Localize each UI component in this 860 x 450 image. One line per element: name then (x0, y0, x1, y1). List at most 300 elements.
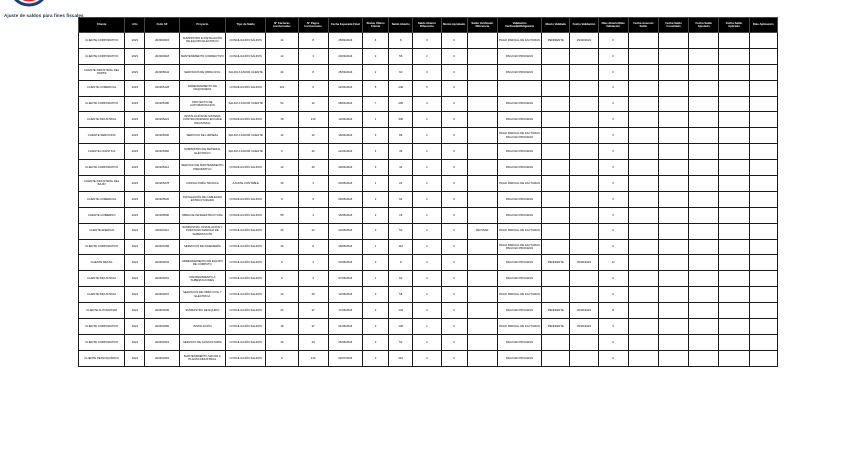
table-cell: 05/06/2024 (570, 255, 598, 271)
table-cell (658, 319, 688, 335)
table-cell: 29/04/2024 (328, 160, 362, 176)
table-cell: 2 (362, 64, 388, 80)
table-cell (542, 80, 570, 96)
table-cell: 8 (389, 255, 413, 271)
table-cell (719, 303, 749, 319)
table-cell (542, 239, 570, 255)
table-cell: ARRENDAMIENTO DE EQUIPO DE CÓMPUTO (179, 255, 225, 271)
table-cell (749, 33, 777, 49)
table-cell: 07/06/2024 (328, 271, 362, 287)
table-cell: 42 (389, 160, 413, 176)
table-cell: MANTENIMIENTO MAYOR A PLANTA INDUSTRIAL (179, 350, 225, 366)
table-cell: 2023 (125, 33, 145, 49)
table-cell: SUMINISTRO DE MATERIAL ELÉCTRICO (179, 144, 225, 160)
table-cell (628, 334, 658, 350)
table-cell: CLIENTE INDUSTRIAL (79, 287, 125, 303)
table-cell: SERVICIO DE CONSULTORÍA (179, 334, 225, 350)
table-cell (749, 271, 777, 287)
table-cell: 60 (389, 64, 413, 80)
column-header: Status Último Cliente (362, 18, 388, 33)
table-cell: 2024 (125, 334, 145, 350)
table-cell (689, 191, 719, 207)
table-cell (658, 303, 688, 319)
table-cell (467, 191, 497, 207)
table-cell: 8 (298, 33, 328, 49)
table-cell (570, 160, 598, 176)
table-cell: CLIENTE GOBIERNO (79, 207, 125, 223)
table-cell (658, 160, 688, 176)
table-cell: 210 (298, 350, 328, 366)
table-cell: 106 (389, 319, 413, 335)
table-cell: 6 (266, 144, 298, 160)
table-cell (467, 160, 497, 176)
table-cell (628, 33, 658, 49)
table-cell (467, 128, 497, 144)
table-cell: 86 (389, 128, 413, 144)
table-cell: 2 (413, 176, 441, 192)
table-cell (467, 96, 497, 112)
table-cell: CONCILIACIÓN SALDOS (226, 303, 266, 319)
table-cell (570, 112, 598, 128)
table-cell (749, 287, 777, 303)
table-cell (467, 80, 497, 96)
table-cell (689, 303, 719, 319)
table-cell: CLIENTE SERVICIOS (79, 128, 125, 144)
table-cell (628, 160, 658, 176)
table-row (79, 48, 778, 64)
table-cell: 0 (441, 255, 467, 271)
table-cell: 202400336 (145, 303, 179, 319)
table-cell (628, 80, 658, 96)
table-cell: 18 (266, 319, 298, 335)
table-cell: 22 (298, 223, 328, 239)
table-cell: 2024 (125, 271, 145, 287)
table-cell (467, 287, 497, 303)
table-cell: 2024 (125, 255, 145, 271)
table-cell (570, 64, 598, 80)
table-cell (689, 33, 719, 49)
table-cell (628, 96, 658, 112)
table-cell: 0 (598, 223, 628, 239)
table-cell: SALDO A FAVOR CLIENTE (226, 96, 266, 112)
table-cell: 12/06/2024 (328, 287, 362, 303)
table-cell: 8 (266, 191, 298, 207)
table-cell: CLIENTE CORPORATIVO (79, 33, 125, 49)
table-cell: CONCILIACIÓN SALDOS (226, 319, 266, 335)
table-cell (628, 207, 658, 223)
table-cell (467, 319, 497, 335)
column-header: Año (125, 18, 145, 33)
table-cell: PENDIENTE (542, 303, 570, 319)
table-cell (570, 191, 598, 207)
table-cell: 0 (441, 334, 467, 350)
table-cell: 2024 (125, 350, 145, 366)
table-cell: PAGO EN PROCESO (497, 334, 541, 350)
table-cell: SALDO A FAVOR CLIENTE (226, 64, 266, 80)
table-row (79, 128, 778, 144)
table-cell: 8 (389, 33, 413, 49)
table-cell (570, 144, 598, 160)
table-cell: 8 (266, 271, 298, 287)
table-cell: 2023 (125, 176, 145, 192)
table-row (79, 144, 778, 160)
table-cell: 12 (298, 128, 328, 144)
table-cell (719, 207, 749, 223)
table-cell (749, 176, 777, 192)
column-header: Saldo Verificado Diferencia (467, 18, 497, 33)
table-cell: 0 (598, 80, 628, 96)
page-subtitle: Ajuste de saldos para fines fiscales (4, 13, 84, 18)
table-cell: PAGO EN PROCESO (497, 48, 541, 64)
table-cell: 3 (362, 350, 388, 366)
table-cell (628, 271, 658, 287)
table-cell: 2 (413, 48, 441, 64)
table-cell: 25/06/2024 (570, 319, 598, 335)
table-cell (658, 128, 688, 144)
table-cell (542, 160, 570, 176)
table-cell (749, 48, 777, 64)
table-cell (658, 334, 688, 350)
table-cell: 0 (598, 350, 628, 366)
table-row (79, 303, 778, 319)
table-cell: PAGO PARCIAL DE FACTURAS (497, 287, 541, 303)
table-cell: SUMINISTRO, INSTALACIÓN Y PUESTA EN MARCHA DE SUBESTACIÓN (179, 223, 225, 239)
table-cell: 2023 (125, 128, 145, 144)
table-cell: PAGO PARCIAL DE FACTURAS (497, 176, 541, 192)
table-cell: 0 (441, 239, 467, 255)
table-cell (658, 112, 688, 128)
table-cell: CONCILIACIÓN SALDOS (226, 207, 266, 223)
table-cell (749, 350, 777, 366)
table-cell: PAGO EN PROCESO (497, 64, 541, 80)
table-cell: 4 (362, 33, 388, 49)
table-cell: 0 (598, 207, 628, 223)
table-cell: CLIENTE CORPORATIVO (79, 48, 125, 64)
table-cell (689, 160, 719, 176)
table-cell (749, 144, 777, 160)
table-cell: 122 (266, 80, 298, 96)
table-cell: 52 (389, 334, 413, 350)
table-cell (542, 350, 570, 366)
table-cell: 2024 (125, 287, 145, 303)
table-cell (628, 128, 658, 144)
table-cell: 3 (298, 48, 328, 64)
table-cell: 8 (266, 255, 298, 271)
table-cell (749, 303, 777, 319)
table-cell (467, 112, 497, 128)
table-cell: CLIENTE CORPORATIVO (79, 319, 125, 335)
table-cell: 202400204 (145, 255, 179, 271)
table-cell: 0 (441, 112, 467, 128)
table-cell: 2 (413, 223, 441, 239)
table-cell: 3 (362, 128, 388, 144)
table-cell (467, 303, 497, 319)
table-cell: 2 (413, 287, 441, 303)
table-cell (467, 239, 497, 255)
table-cell: 202400419 (145, 334, 179, 350)
table-cell: 37 (298, 303, 328, 319)
column-header: Fecha Acuerdo Saldo (628, 18, 658, 33)
column-header: Días Aplicación (749, 18, 777, 33)
table-cell: 0 (598, 33, 628, 49)
table-cell (658, 287, 688, 303)
table-cell (467, 144, 497, 160)
table-cell: 22/05/2024 (328, 223, 362, 239)
table-cell: 0 (441, 271, 467, 287)
table-cell (542, 112, 570, 128)
table-cell (542, 207, 570, 223)
table-cell (570, 96, 598, 112)
table-cell: CLIENTE LOGÍSTICA (79, 144, 125, 160)
table-cell: PENDIENTE (542, 255, 570, 271)
table-cell: 0 (598, 287, 628, 303)
table-cell (628, 112, 658, 128)
column-header: Fecha Validación (570, 18, 598, 33)
table-cell: SALDO A FAVOR CLIENTE (226, 128, 266, 144)
table-cell: 02/07/2024 (328, 350, 362, 366)
table-cell: CLIENTE CORPORATIVO (79, 160, 125, 176)
table-cell (658, 223, 688, 239)
table-cell: 16/04/2024 (328, 128, 362, 144)
table-cell (689, 223, 719, 239)
table-cell: 2024 (125, 239, 145, 255)
table-cell (689, 350, 719, 366)
table-cell: 12 (266, 287, 298, 303)
table-cell (719, 64, 749, 80)
table-row (79, 33, 778, 49)
table-cell: 3 (298, 176, 328, 192)
table-row (79, 239, 778, 255)
column-header: Días Abierto/Días Validación (598, 18, 628, 33)
table-cell: 202305478 (145, 176, 179, 192)
table-cell: 28/05/2024 (328, 239, 362, 255)
table-cell: PENDIENTE (542, 319, 570, 335)
table-cell (542, 271, 570, 287)
table-cell: 0 (598, 271, 628, 287)
table-row (79, 271, 778, 287)
table-cell: 14 (266, 128, 298, 144)
table-cell: 20/06/2024 (570, 303, 598, 319)
table-cell: 43 (298, 334, 328, 350)
table-cell: ARRENDAMIENTO DE MAQUINARIA (179, 80, 225, 96)
table-cell: 2023 (125, 144, 145, 160)
table-cell: CONCILIACIÓN SALDOS (226, 334, 266, 350)
table-cell (749, 112, 777, 128)
table-cell: 2 (413, 191, 441, 207)
column-header: Proyecto (179, 18, 225, 33)
table-cell: 12/04/2024 (328, 112, 362, 128)
table-cell: MANTENIMIENTO A SUBESTACIONES (179, 271, 225, 287)
table-cell: 3 (362, 287, 388, 303)
table-cell: 8 (298, 239, 328, 255)
table-cell (719, 223, 749, 239)
table-cell (542, 223, 570, 239)
table-cell (658, 144, 688, 160)
table-cell: CLIENTE INDUSTRIAL (79, 271, 125, 287)
table-cell (719, 176, 749, 192)
table-cell (749, 207, 777, 223)
table-cell: 3 (413, 64, 441, 80)
table-cell (749, 191, 777, 207)
table-cell: 3 (362, 334, 388, 350)
table-cell: CONCILIACIÓN SALDOS (226, 271, 266, 287)
table-cell: 2023 (125, 80, 145, 96)
table-cell: 0 (441, 64, 467, 80)
table-cell: 3 (413, 96, 441, 112)
table-cell: PENDIENTE (542, 33, 570, 49)
table-cell: 21/06/2024 (328, 319, 362, 335)
table-cell (719, 144, 749, 160)
table-cell (658, 271, 688, 287)
table-cell: 0 (598, 128, 628, 144)
table-cell: 0 (598, 334, 628, 350)
table-cell: 58 (389, 287, 413, 303)
table-cell: CONCILIACIÓN SALDOS (226, 287, 266, 303)
table-cell (467, 334, 497, 350)
table-cell (467, 255, 497, 271)
table-cell: 3 (413, 350, 441, 366)
balances-table (78, 17, 778, 367)
table-cell (749, 223, 777, 239)
table-cell (628, 191, 658, 207)
table-cell (628, 239, 658, 255)
table-cell: 2023 (125, 112, 145, 128)
table-cell: 2024 (125, 319, 145, 335)
table-cell: 202400251 (145, 271, 179, 287)
table-cell (658, 350, 688, 366)
table-cell: 0 (598, 191, 628, 207)
table-cell (719, 319, 749, 335)
table-cell (497, 80, 541, 96)
table-cell: 24 (389, 176, 413, 192)
table-cell: 2023 (125, 64, 145, 80)
table-row (79, 191, 778, 207)
table-cell (570, 271, 598, 287)
table-cell: 202305360 (145, 144, 179, 160)
table-cell (570, 239, 598, 255)
table-cell: 1 (362, 112, 388, 128)
table-cell: SUMINISTRO DE EQUIPO (179, 303, 225, 319)
table-cell: 0 (441, 176, 467, 192)
table-cell: 112 (389, 239, 413, 255)
table-cell: 3 (413, 303, 441, 319)
table-cell: 50 (389, 223, 413, 239)
table-cell: 202400112 (145, 223, 179, 239)
table-header-row (79, 18, 778, 33)
table-cell: 20 (266, 303, 298, 319)
table-cell (689, 319, 719, 335)
table-cell: 2 (362, 303, 388, 319)
table-cell: 202305520 (145, 191, 179, 207)
table-cell: SERVICIOS DE OBRA CIVIL Y ELÉCTRICA (179, 287, 225, 303)
table-cell (542, 334, 570, 350)
column-header: Saldo Abierto (389, 18, 413, 33)
table-cell (542, 191, 570, 207)
table-cell (628, 350, 658, 366)
table-cell: SALDO A FAVOR CLIENTE (226, 144, 266, 160)
table-cell (628, 319, 658, 335)
table-cell (749, 64, 777, 80)
table-cell (719, 287, 749, 303)
table-cell: PAGO PARCIAL DE FACTURAS PAGO EN PROCESO (497, 128, 541, 144)
table-cell (749, 128, 777, 144)
table-row (79, 176, 778, 192)
column-header: Validación Verificada/Obligatoria (497, 18, 541, 33)
column-header: Fecha Saldo Aplicado (719, 18, 749, 33)
table-cell: CLIENTE INDUSTRIAL (79, 112, 125, 128)
table-cell: MANTENIMIENTO CORRECTIVO (179, 48, 225, 64)
table-cell (467, 33, 497, 49)
table-cell (467, 48, 497, 64)
table-cell: 16 (266, 176, 298, 192)
table-cell (749, 334, 777, 350)
table-cell: PAGO PARCIAL DE FACTURAS (497, 33, 541, 49)
table-cell (719, 271, 749, 287)
table-cell: 44 (266, 64, 298, 80)
table-cell: 202305044 (145, 64, 179, 80)
table-cell: CONCILIACIÓN SALDOS (226, 191, 266, 207)
table-cell: 2 (362, 207, 388, 223)
table-cell: INSTALACIÓN (179, 319, 225, 335)
table-cell: CLIENTE AUTOMOTRIZ (79, 303, 125, 319)
table-cell: 202400158 (145, 239, 179, 255)
table-cell: PAGO EN PROCESO (497, 303, 541, 319)
table-cell: 2 (413, 334, 441, 350)
table-cell (570, 334, 598, 350)
table-cell: 17/06/2024 (328, 303, 362, 319)
column-header: Tipo de Saldo (226, 18, 266, 33)
table-cell: 0 (598, 176, 628, 192)
table-cell (542, 64, 570, 80)
table-cell: 0 (441, 160, 467, 176)
table-cell (689, 271, 719, 287)
table-cell: 2023 (125, 48, 145, 64)
table-cell: 9 (298, 191, 328, 207)
table-cell (689, 255, 719, 271)
table-cell: 8 (298, 64, 328, 80)
table-cell (689, 287, 719, 303)
table-body (79, 33, 778, 367)
column-header: Fecha Saldo Conciliado (658, 18, 688, 33)
table-cell: PAGO EN PROCESO (497, 191, 541, 207)
table-cell (689, 334, 719, 350)
table-cell (689, 128, 719, 144)
table-cell: 0 (441, 191, 467, 207)
table-cell: 202305180 (145, 96, 179, 112)
table-cell (658, 255, 688, 271)
table-cell: 0 (441, 319, 467, 335)
table-cell (689, 48, 719, 64)
table-cell (628, 48, 658, 64)
table-cell: PAGO PARCIAL DE FACTURAS (497, 319, 541, 335)
table-cell: 0 (441, 144, 467, 160)
table-cell: 4 (298, 255, 328, 271)
table-cell (542, 128, 570, 144)
table-cell (467, 64, 497, 80)
table-row (79, 112, 778, 128)
table-cell: 0 (598, 96, 628, 112)
table-cell: 56 (389, 48, 413, 64)
table-cell: SERVICIO DE MANTENIMIENTO PREVENTIVO (179, 160, 225, 176)
table-cell: SERVICIOS DE OBRA CIVIL (179, 64, 225, 80)
table-cell (658, 48, 688, 64)
table-row (79, 80, 778, 96)
table-cell: PAGO EN PROCESO (497, 255, 541, 271)
table-cell: 0 (441, 207, 467, 223)
table-cell: 29/02/2024 (570, 33, 598, 49)
table-cell: 144 (389, 303, 413, 319)
table-cell (749, 255, 777, 271)
